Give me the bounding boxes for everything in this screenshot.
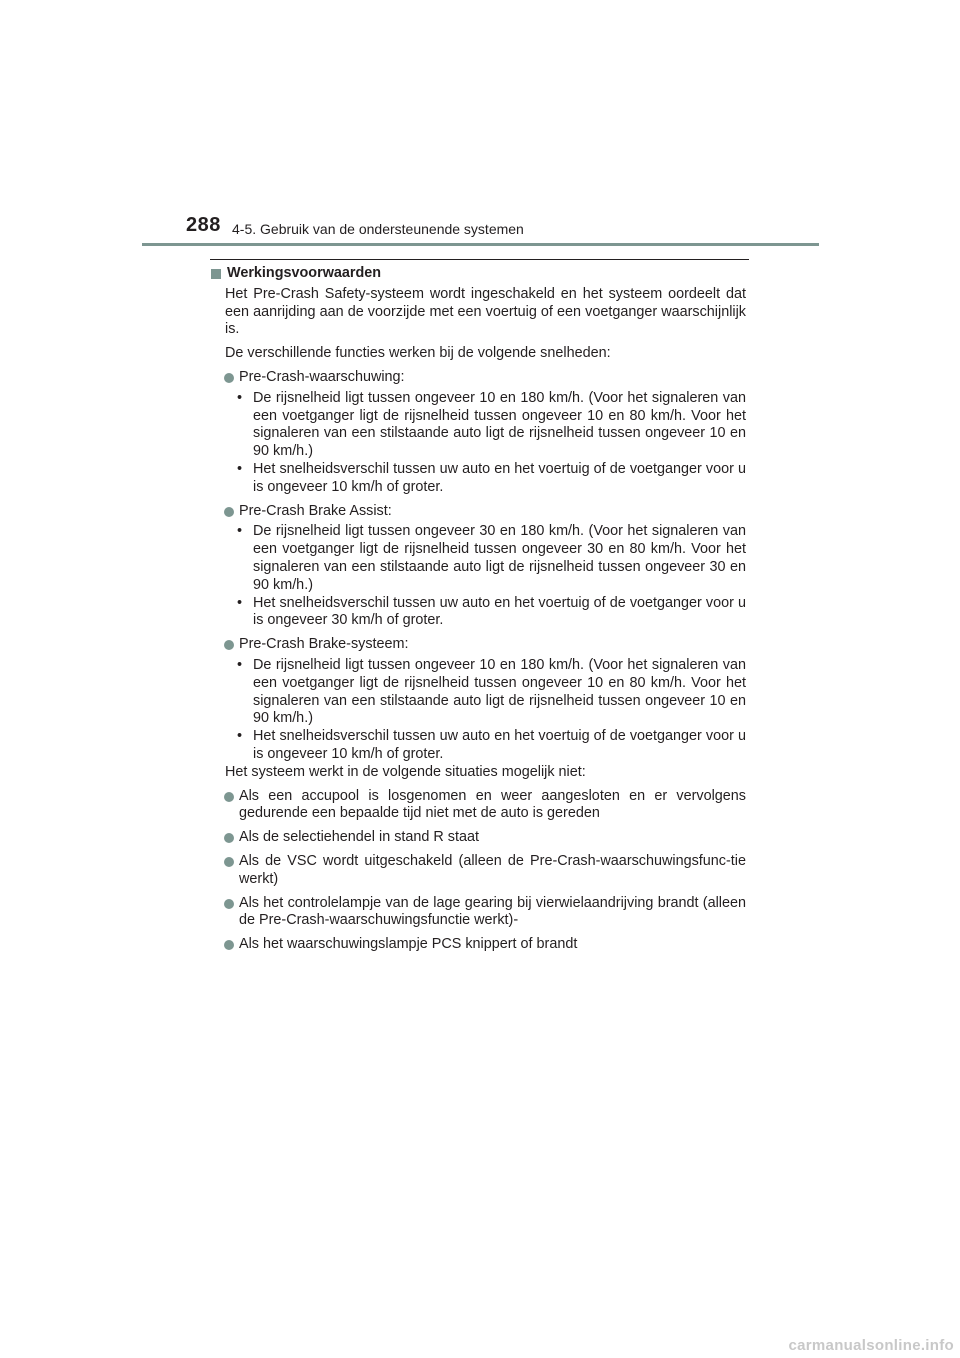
function-conditions [210, 390, 746, 497]
site-watermark: carmanualsonline.info [788, 1337, 954, 1354]
not-working-item: Als de VSC wordt uitgeschakeld (alleen de Pre-Crash-waarschuwingsfunc-tie werkt) [210, 853, 746, 889]
dot-mark: • [237, 728, 243, 745]
function-conditions [210, 523, 746, 630]
circle-bullet-icon [224, 833, 234, 843]
section-heading-text: Werkingsvoorwaarden [227, 265, 382, 281]
function-item [210, 503, 746, 521]
intro-speeds: De verschillende functies werken bij de volgende snelheden: [225, 345, 611, 362]
circle-bullet-icon [224, 640, 234, 650]
dot-mark: • [237, 594, 243, 611]
dot-mark: • [237, 460, 243, 477]
condition-item: • De rijsnelheid ligt tussen ongeveer 10 en 180 km/h. (Voor het signaleren van een voetganger ligt de rijsnelheid tussen ongeveer 10 en 80 km/h. Voor het signaleren van een stilstaande auto ligt de rijsnelheid tussen ongeveer 10 en 90 km/h.) [237, 656, 746, 727]
condition-item: • De rijsnelheid ligt tussen ongeveer 30 en 180 km/h. (Voor het signaleren van een voetganger ligt de rijsnelheid tussen ongeveer 30 en 80 km/h. Voor het signaleren van een stilstaande auto ligt de rijsnelheid tussen ongeveer 30 en 90 km/h.) [237, 523, 746, 593]
function-label: Pre-Crash Brake Assist: [239, 502, 392, 519]
condition-item: • Het snelheidsverschil tussen uw auto en het voertuig of de voetganger voor u is ongeveer 10 km/h of groter. [237, 728, 746, 762]
circle-bullet-icon [224, 792, 234, 802]
header-rule [142, 243, 819, 246]
circle-bullet-icon [224, 899, 234, 909]
not-working-intro: Het systeem werkt in de volgende situaties mogelijk niet: [225, 763, 586, 780]
function-item [210, 369, 746, 387]
section-heading [210, 265, 746, 283]
page-number: 288 [186, 214, 221, 236]
function-item [210, 636, 746, 654]
chapter-title: 4-5. Gebruik van de ondersteunende systemen [232, 221, 524, 237]
section-content [210, 265, 746, 957]
intro-paragraph: Het Pre-Crash Safety-systeem wordt ingeschakeld en het systeem oordeelt dat een aanrijding aan de voorzijde met een voertuig of een voetganger waarschijnlijk is. [225, 285, 746, 338]
section-rule [210, 259, 749, 260]
circle-bullet-icon [224, 857, 234, 867]
dot-mark: • [237, 656, 243, 673]
not-working-item: Als een accupool is losgenomen en weer aangesloten en er vervolgens gedurende een bepaalde tijd niet met de auto is gereden [210, 788, 746, 824]
dot-mark: • [237, 389, 243, 406]
not-working-item: Als de selectiehendel in stand R staat [210, 829, 746, 847]
not-working-item: Als het controlelampje van de lage gearing bij vierwielaandrijving brandt (alleen de Pre-Crash-waarschuwingsfunctie werkt)- [210, 895, 746, 931]
circle-bullet-icon [224, 940, 234, 950]
condition-item: • Het snelheidsverschil tussen uw auto en het voertuig of de voetganger voor u is ongeveer 30 km/h of groter. [237, 594, 746, 629]
function-label: Pre-Crash Brake-systeem: [239, 636, 409, 653]
circle-bullet-icon [224, 373, 234, 383]
function-conditions [210, 657, 746, 764]
square-bullet-icon [211, 269, 221, 279]
not-working-item: Als het waarschuwingslampje PCS knippert of brandt [210, 936, 746, 954]
circle-bullet-icon [224, 507, 234, 517]
condition-item: • Het snelheidsverschil tussen uw auto en het voertuig of de voetganger voor u is ongeveer 10 km/h of groter. [237, 460, 746, 495]
condition-item: • De rijsnelheid ligt tussen ongeveer 10 en 180 km/h. (Voor het signaleren van een voetganger ligt de rijsnelheid tussen ongeveer 10 en 80 km/h. Voor het signaleren van een stilstaande auto ligt de rijsnelheid tussen ongeveer 10 en 90 km/h.) [237, 389, 746, 460]
dot-mark: • [237, 523, 243, 540]
function-label: Pre-Crash-waarschuwing: [239, 368, 405, 385]
